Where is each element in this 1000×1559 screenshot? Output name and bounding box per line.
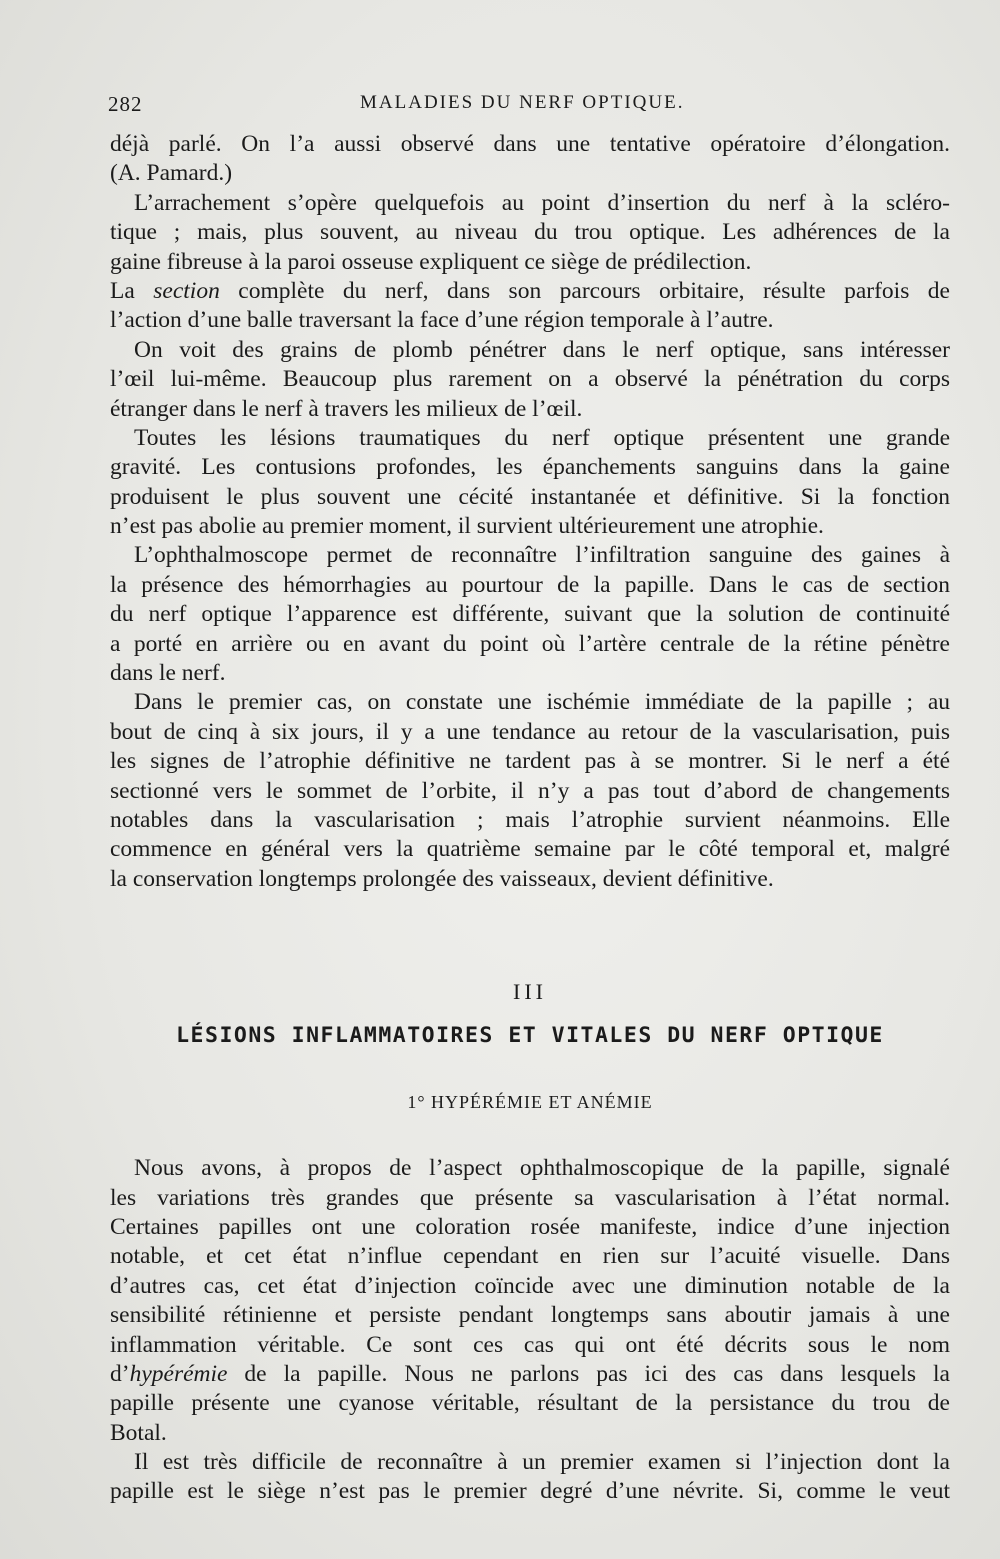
section-title: LÉSIONS INFLAMMATOIRES ET VITALES DU NERF OPTIQUE	[176, 1023, 884, 1049]
text-line: bout de cinq à six jours, il y a une tendance au retour de la vascularisation, puis	[110, 718, 950, 745]
text-line: les signes de l’atrophie définitive ne tardent pas à se montrer. Si le nerf a été	[110, 748, 950, 775]
text-line: produisent le plus souvent une cécité instantanée et définitive. Si la fonction	[110, 483, 950, 510]
text-line: tique ; mais, plus souvent, au niveau du trou optique. Les adhérences de la	[110, 219, 950, 246]
text-line: l’action d’une balle traversant la face d’une région temporale à l’autre.	[110, 307, 774, 334]
text-line: (A. Pamard.)	[110, 160, 233, 187]
text-line: notables dans la vascularisation ; mais l’atrophie survient néanmoins. Elle	[110, 806, 950, 833]
text-line: inflammation véritable. Ce sont ces cas qui ont été décrits sous le nom	[110, 1331, 950, 1358]
text-line: L’ophthalmoscope permet de reconnaître l’infiltration sanguine des gaines à	[134, 542, 950, 569]
text-line: d’autres cas, cet état d’injection coïncide avec une diminution notable de la	[110, 1272, 950, 1299]
text-line-hyperemie	[110, 1360, 950, 1389]
text-line: n’est pas abolie au premier moment, il survient ultérieurement une atrophie.	[110, 513, 824, 540]
page-header	[108, 92, 948, 126]
text-line: a porté en arrière ou en avant du point où l’artère centrale de la rétine pénètre	[110, 630, 950, 657]
text-line: Dans le premier cas, on constate une ischémie immédiate de la papille ; au	[134, 689, 950, 716]
page-body	[110, 130, 950, 1507]
text-line: notable, et cet état n’influe cependant en rien sur l’acuité visuelle. Dans	[110, 1243, 950, 1270]
text-line: gravité. Les contusions profondes, les épanchements sanguins dans la gaine	[110, 454, 950, 481]
section-number: III	[513, 979, 547, 1005]
text-line: gaine fibreuse à la paroi osseuse expliquent ce siège de prédilection.	[110, 248, 752, 275]
text-line: Botal.	[110, 1419, 167, 1446]
text-line: papille présente une cyanose véritable, résultant de la persistance du trou de	[110, 1390, 950, 1417]
text-line: Il est très difficile de reconnaître à un premier examen si l’injection dont la	[134, 1449, 950, 1476]
line-before: d’	[110, 1360, 130, 1387]
page-number: 282	[108, 92, 143, 116]
text-line: l’œil lui-même. Beaucoup plus rarement on a observé la pénétration du corps	[110, 366, 950, 393]
running-head: MALADIES DU NERF OPTIQUE.	[360, 92, 685, 113]
italic-word: section	[153, 277, 220, 304]
text-line: papille est le siège n’est pas le premier degré d’une névrite. Si, comme le veut	[110, 1478, 950, 1505]
text-line: Nous avons, à propos de l’aspect ophthalmoscopique de la papille, signalé	[134, 1155, 950, 1182]
text-line: Certaines papilles ont une coloration rosée manifeste, indice d’une injection	[110, 1213, 950, 1240]
text-line: étranger dans le nerf à travers les milieux de l’œil.	[110, 395, 583, 422]
text-line: sectionné vers le sommet de l’orbite, il n’y a pas tout d’abord de changements	[110, 777, 950, 804]
text-line: du nerf optique l’apparence est différente, suivant que la solution de continuité	[110, 601, 950, 628]
text-line: la conservation longtemps prolongée des vaisseaux, devient définitive.	[110, 865, 774, 892]
text-line: Toutes les lésions traumatiques du nerf optique présentent une grande	[134, 424, 950, 451]
italic-word: hypérémie	[129, 1360, 228, 1387]
text-line: On voit des grains de plomb pénétrer dans le nerf optique, sans intéresser	[134, 336, 950, 363]
line-after: complète du nerf, dans son parcours orbitaire, résulte parfois de	[219, 277, 950, 304]
line-before: La	[110, 277, 154, 304]
text-line: L’arrachement s’opère quelquefois au point d’insertion du nerf à la scléro-	[134, 189, 950, 216]
subsection-title: 1° HYPÉRÉMIE ET ANÉMIE	[407, 1092, 653, 1113]
paragraphs-part-1	[110, 130, 950, 277]
text-line: les variations très grandes que présente sa vascularisation à l’état normal.	[110, 1184, 950, 1211]
text-line: dans le nerf.	[110, 660, 226, 687]
text-line: sensibilité rétinienne et persiste pendant longtemps sans aboutir jamais à une	[110, 1302, 950, 1329]
paragraphs-part-2	[110, 306, 950, 894]
text-line: commence en général vers la quatrième semaine par le côté temporal et, malgré	[110, 836, 950, 863]
text-line: déjà parlé. On l’a aussi observé dans une tentative opératoire d’élongation.	[110, 131, 950, 157]
paragraphs-part-3	[110, 1154, 950, 1360]
paragraphs-part-4	[110, 1389, 950, 1507]
text-line: la présence des hémorrhagies au pourtour de la papille. Dans le cas de section	[110, 571, 950, 598]
text-line-section	[110, 277, 950, 306]
line-after: de la papille. Nous ne parlons pas ici des cas dans lesquels la	[227, 1360, 950, 1387]
